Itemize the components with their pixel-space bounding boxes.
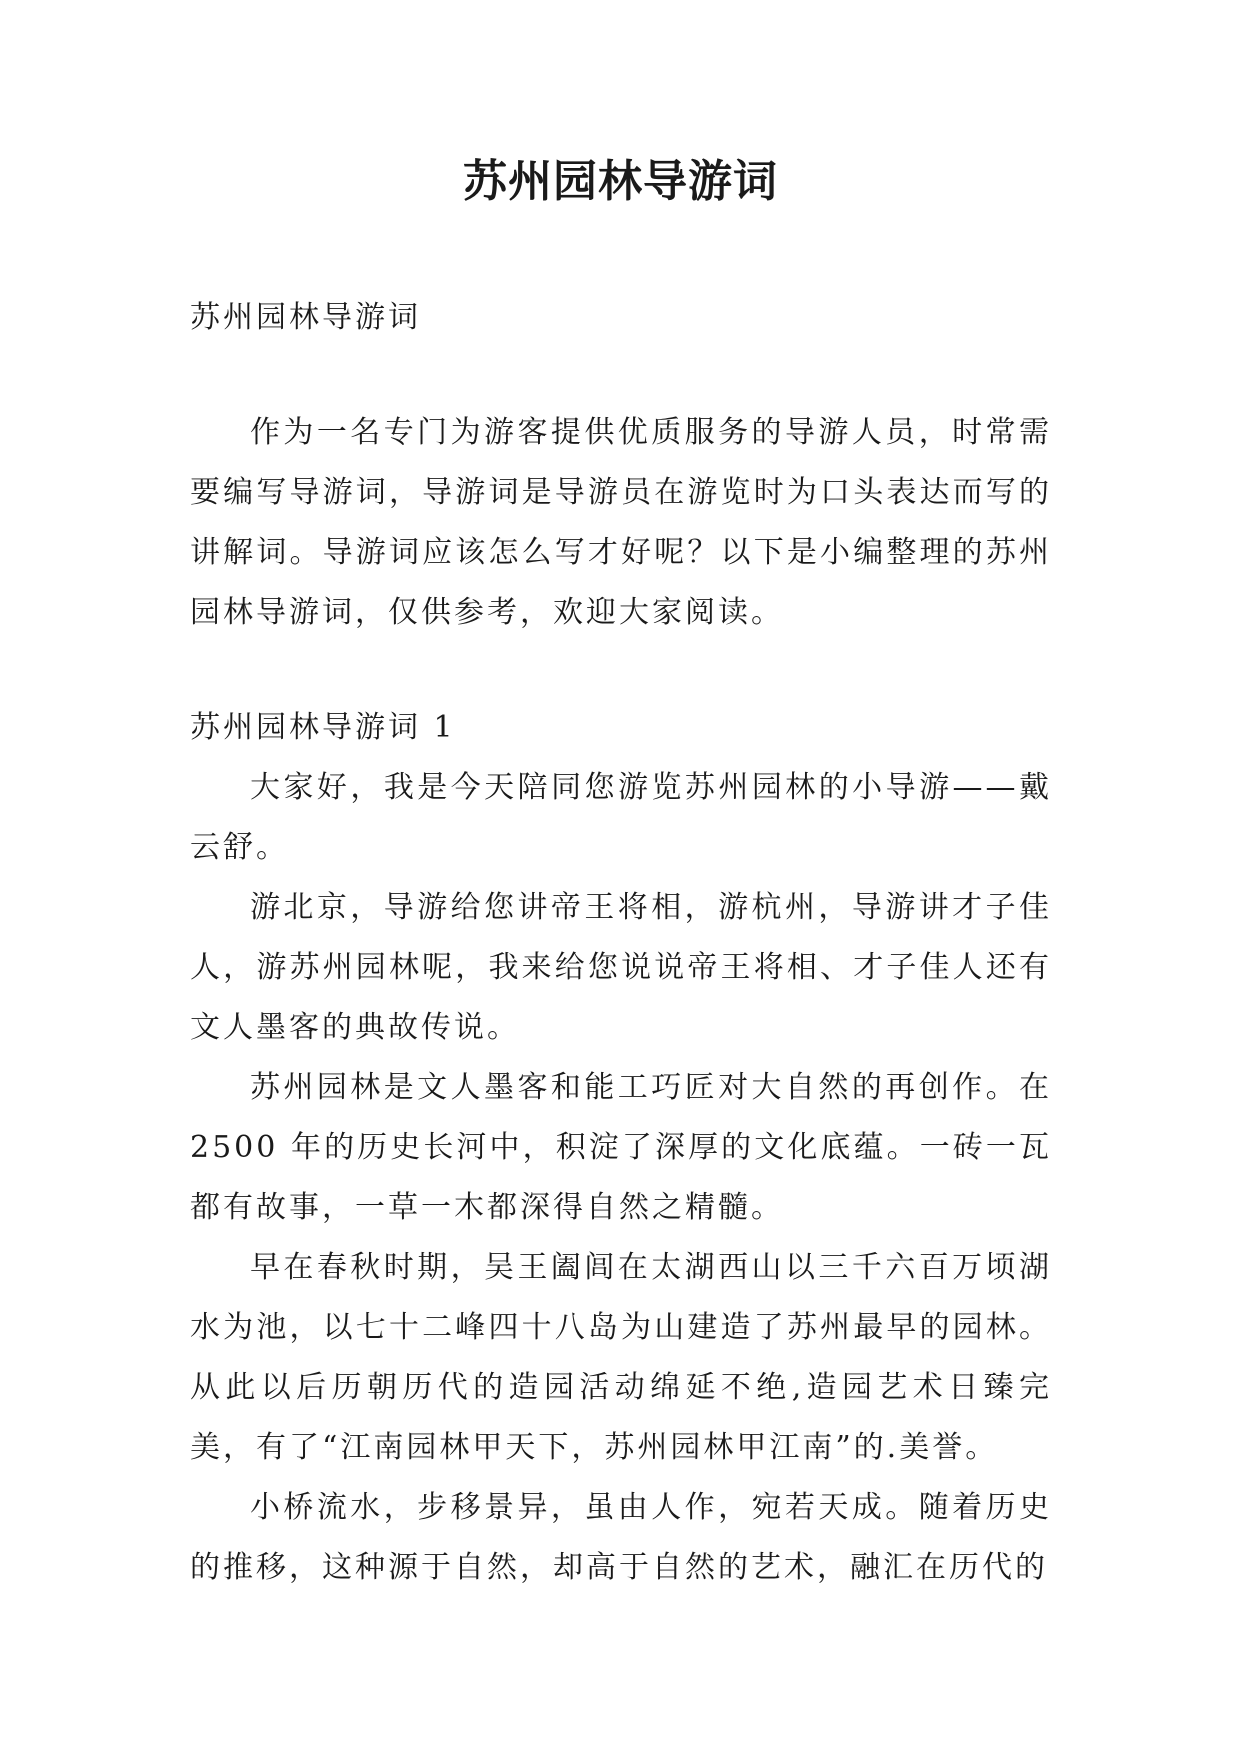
paragraph-4: 早在春秋时期，吴王阖闾在太湖西山以三千六百万顷湖水为池，以七十二峰四十八岛为山建造了苏州最早的园林。从此以后历朝历代的造园活动绵延不绝,造园艺术日臻完美，有了“江南园林甲天下，苏州园林甲江南”的.美誉。 (190, 1250, 1052, 1465)
document-title: 苏州园林导游词 (463, 156, 778, 207)
paragraph-3: 苏州园林是文人墨客和能工巧匠对大自然的再创作。在 2500 年的历史长河中，积淀了深厚的文化底蕴。一砖一瓦都有故事，一草一木都深得自然之精髓。 (190, 1070, 1052, 1225)
intro-paragraph: 作为一名专门为游客提供优质服务的导游人员，时常需要编写导游词，导游词是导游员在游览时为口头表达而写的讲解词。导游词应该怎么写才好呢？以下是小编整理的苏州园林导游词，仅供参考，欢迎大家阅读。 (190, 415, 1052, 630)
paragraph-1: 大家好，我是今天陪同您游览苏州园林的小导游——戴云舒。 (190, 770, 1052, 865)
section-title: 苏州园林导游词 1 (190, 710, 456, 745)
section-1 (190, 698, 1052, 1598)
document-subtitle: 苏州园林导游词 (190, 300, 421, 335)
paragraph-2: 游北京，导游给您讲帝王将相，游杭州，导游讲才子佳人，游苏州园林呢，我来给您说说帝王将相、才子佳人还有文人墨客的典故传说。 (190, 890, 1052, 1045)
paragraph-5: 小桥流水，步移景异，虽由人作，宛若天成。随着历史的推移，这种源于自然，却高于自然的艺术，融汇在历代的 (190, 1490, 1052, 1585)
